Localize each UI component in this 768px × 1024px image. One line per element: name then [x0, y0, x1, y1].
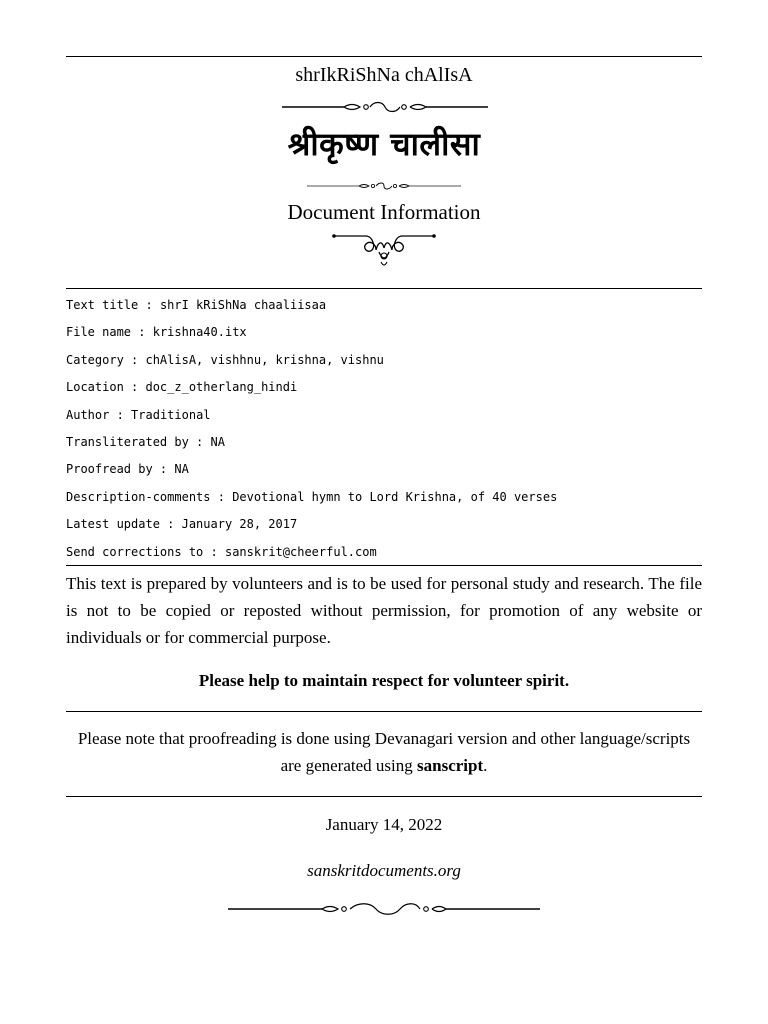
info-label: File name [66, 325, 132, 340]
info-row-category: Category : chAlisA, vishhnu, krishna, vishnu [66, 352, 384, 367]
info-value: January 28, 2017 [181, 517, 298, 532]
info-label: Category [66, 352, 124, 367]
info-row-file-name: File name : krishna40.itx [66, 325, 247, 340]
info-row-transliterated-by: Transliterated by : NA [66, 434, 225, 449]
info-top-rule [66, 288, 702, 289]
info-label: Author [66, 407, 110, 422]
info-bottom-rule [66, 565, 702, 566]
document-information-heading: Document Information [287, 200, 481, 224]
info-value: NA [174, 462, 189, 477]
info-label: Description-comments [66, 489, 211, 504]
heading-flourish-ornament [332, 228, 436, 268]
usage-notice-paragraph: This text is prepared by volunteers and is to be used for personal study and research. The file is not to be copied or reposted without permission, for promotion of any website or individuals or for commercial purpose. [66, 574, 702, 647]
info-value: doc_z_otherlang_hindi [145, 380, 298, 395]
info-label: Proofread by [66, 462, 153, 477]
corrections-email: sanskrit@cheerful.com [224, 544, 377, 559]
info-value: krishna40.itx [152, 325, 247, 340]
info-row-send-corrections: Send corrections to : sanskrit@cheerful.com [66, 544, 377, 559]
footer-ornament-divider [228, 902, 540, 916]
info-value: shrI kRiShNa chaaliisaa [159, 298, 327, 312]
volunteer-spirit-note: Please help to maintain respect for volunteer spirit. [198, 671, 570, 690]
info-row-latest-update: Latest update : January 28, 2017 [66, 517, 298, 532]
site-name: sanskritdocuments.org [307, 861, 461, 880]
title-transliterated: shrIkRiShNa chAlIsA [295, 64, 473, 86]
info-label: Latest update [66, 517, 160, 532]
document-date: January 14, 2022 [325, 815, 443, 834]
info-row-location: Location : doc_z_otherlang_hindi [66, 380, 298, 395]
top-rule [66, 56, 702, 57]
proofreading-note-end: . [483, 756, 488, 775]
notice-rule [66, 711, 702, 712]
info-row-text-title: Text title : shrI kRiShNa chaaliisaa [66, 298, 327, 312]
proofreading-rule [66, 796, 702, 797]
info-value: Devotional hymn to Lord Krishna, of 40 verses [232, 489, 558, 504]
proofreading-note [66, 725, 702, 779]
info-row-description: Description-comments : Devotional hymn to Lord Krishna, of 40 verses [66, 489, 558, 504]
sanscript-term: sanscript [417, 756, 484, 775]
info-row-author: Author : Traditional [66, 407, 211, 422]
title-devanagari: श्रीकृष्ण चालीसा [287, 125, 481, 163]
document-info-list [66, 298, 557, 572]
info-label: Text title [66, 298, 139, 312]
small-ornament-divider [307, 181, 461, 191]
info-value: Traditional [131, 407, 211, 422]
title-ornament-divider [282, 100, 488, 114]
info-label: Transliterated by [66, 434, 189, 449]
info-value: NA [210, 434, 225, 449]
proofreading-note-text: Please note that proofreading is done using Devanagari version and other language/scripts are generated using [77, 729, 691, 775]
info-value: chAlisA, vishhnu, krishna, vishnu [145, 352, 384, 367]
info-row-proofread-by: Proofread by : NA [66, 462, 189, 477]
info-label: Location [66, 380, 124, 395]
info-label: Send corrections to [66, 544, 204, 559]
